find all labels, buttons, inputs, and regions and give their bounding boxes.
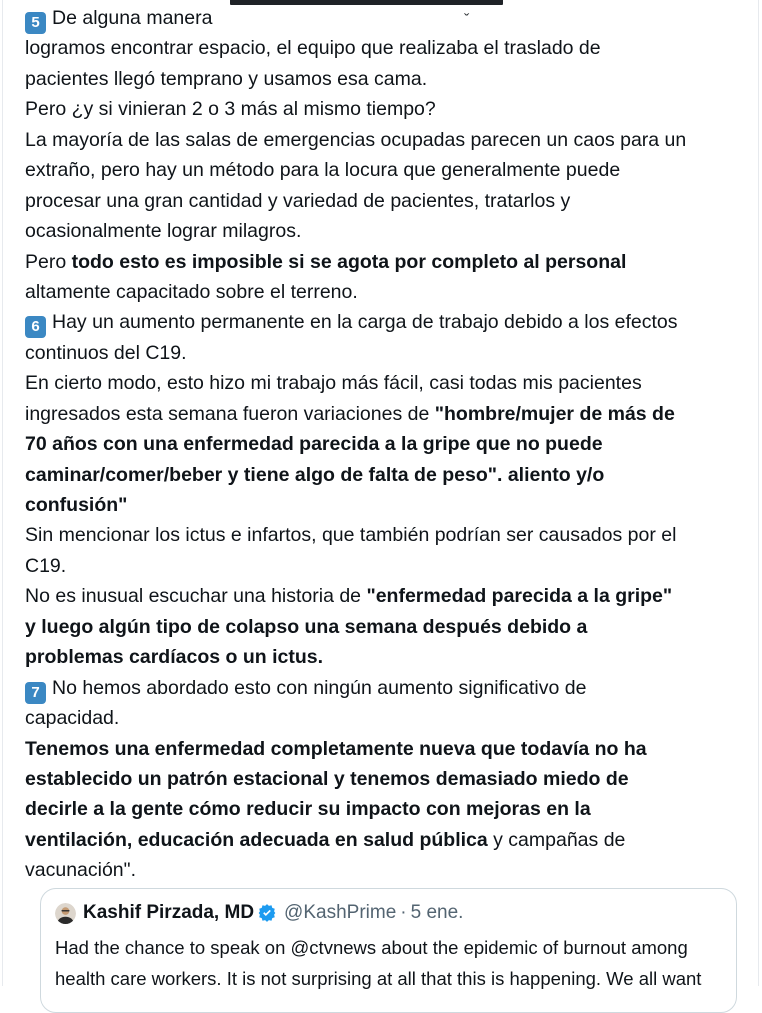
text-segment-bold: confusión"	[25, 494, 128, 516]
thread-line	[25, 642, 741, 672]
text-segment-bold: "enfermedad parecida a la gripe"	[366, 585, 673, 608]
keycap-5-badge: 5	[25, 12, 46, 34]
text-segment: capacidad.	[25, 707, 120, 730]
author-handle[interactable]: @KashPrime	[284, 902, 397, 923]
tweet-date[interactable]: 5 ene.	[410, 902, 464, 923]
thread-line	[25, 155, 741, 185]
thread-line	[25, 551, 741, 581]
text-segment-bold: decirle a la gente cómo reducir su impacto con mejoras en la	[25, 798, 591, 821]
thread-line	[25, 460, 741, 490]
text-segment: C19.	[25, 554, 67, 577]
verified-badge-icon	[257, 903, 277, 923]
thread-line	[25, 94, 741, 124]
tweet-thread-text	[25, 3, 741, 886]
text-segment: De alguna manera	[52, 7, 213, 29]
text-segment-bold: establecido un patrón estacional y tenemos demasiado miedo de	[25, 767, 629, 790]
text-segment: extraño, pero hay un método para la locura que generalmente puede	[25, 159, 621, 182]
quoted-tweet-card[interactable]	[40, 888, 737, 1013]
text-segment: Pero ¿y si vinieran 2 o 3 más al mismo tiempo?	[25, 98, 436, 121]
thread-line	[25, 247, 741, 277]
author-meta[interactable]	[284, 902, 463, 924]
keycap-6-badge: 6	[25, 316, 46, 338]
text-segment: vacunación".	[25, 859, 136, 882]
thread-line	[25, 764, 741, 794]
meta-separator: ·	[400, 902, 407, 923]
text-segment-bold: ventilación, educación adecuada en salud pública	[25, 828, 488, 851]
text-segment-bold: problemas cardíacos o un ictus.	[25, 646, 324, 669]
text-segment-bold: caminar/comer/beber y tiene algo de falta de peso". aliento y/o	[25, 463, 605, 486]
keycap-7-badge: 7	[25, 682, 46, 704]
text-segment: Hay un aumento permanente en la carga de trabajo debido a los efectos	[52, 311, 678, 334]
column-right-border	[758, 0, 759, 986]
thread-line	[25, 368, 741, 398]
text-segment: Sin mencionar los ictus e infartos, que también podrían ser causados por el	[25, 524, 677, 547]
thread-line	[25, 855, 741, 885]
thread-line	[25, 307, 741, 337]
avatar[interactable]	[55, 903, 76, 924]
text-segment: ingresados esta semana fueron variaciones de	[25, 402, 435, 425]
thread-line	[25, 794, 741, 824]
thread-line	[25, 186, 741, 216]
text-segment: logramos encontrar espacio, el equipo que realizaba el traslado de	[25, 37, 601, 60]
text-segment-bold: Tenemos una enfermedad completamente nueva que todavía no ha	[25, 737, 647, 760]
column-left-border	[2, 0, 3, 986]
text-segment: procesar una gran cantidad y variedad de pacientes, tratarlos y	[25, 189, 571, 212]
text-segment: No hemos abordado esto con ningún aumento significativo de	[52, 676, 587, 699]
thread-line	[25, 490, 741, 520]
thread-line	[25, 125, 741, 155]
text-segment: La mayoría de las salas de emergencias ocupadas parecen un caos para un	[25, 128, 687, 151]
quoted-tweet-line: Had the chance to speak on @ctvnews about the epidemic of burnout among	[55, 937, 688, 958]
thread-line	[25, 734, 741, 764]
text-segment: En cierto modo, esto hizo mi trabajo más fácil, casi todas mis pacientes	[25, 372, 642, 395]
thread-line	[25, 216, 741, 246]
text-segment-bold: 70 años con una enfermedad parecida a la gripe que no puede	[25, 433, 603, 456]
stray-accent-mark: ˇ	[464, 12, 470, 29]
thread-line	[25, 64, 741, 94]
quoted-tweet-text	[55, 932, 722, 994]
thread-line	[25, 429, 741, 459]
thread-line	[25, 703, 741, 733]
quoted-tweet-line: health care workers. It is not surprising at all that this is happening. We all want	[55, 968, 702, 989]
text-segment: No es inusual escuchar una historia de	[25, 585, 367, 608]
thread-line	[25, 338, 741, 368]
thread-line	[25, 33, 741, 63]
thread-line	[25, 3, 741, 33]
text-segment: altamente capacitado sobre el terreno.	[25, 280, 358, 303]
text-segment-bold: "hombre/mujer de más de	[434, 402, 675, 425]
text-segment: pacientes llegó temprano y usamos esa cama.	[25, 67, 428, 90]
text-segment-bold: todo esto es imposible si se agota por completo al personal	[71, 250, 627, 273]
text-segment: continuos del C19.	[25, 341, 187, 364]
thread-line	[25, 581, 741, 611]
author-name[interactable]: Kashif Pirzada, MD	[83, 902, 255, 923]
thread-line	[25, 612, 741, 642]
text-segment: Pero	[25, 250, 72, 273]
thread-line	[25, 520, 741, 550]
quoted-tweet-header	[55, 901, 722, 925]
text-segment: ocasionalmente lograr milagros.	[25, 220, 302, 243]
text-segment: y campañas de	[487, 828, 626, 851]
text-segment-bold: y luego algún tipo de colapso una semana después debido a	[25, 615, 588, 638]
thread-line	[25, 673, 741, 703]
thread-line	[25, 399, 741, 429]
thread-line	[25, 825, 741, 855]
thread-line	[25, 277, 741, 307]
